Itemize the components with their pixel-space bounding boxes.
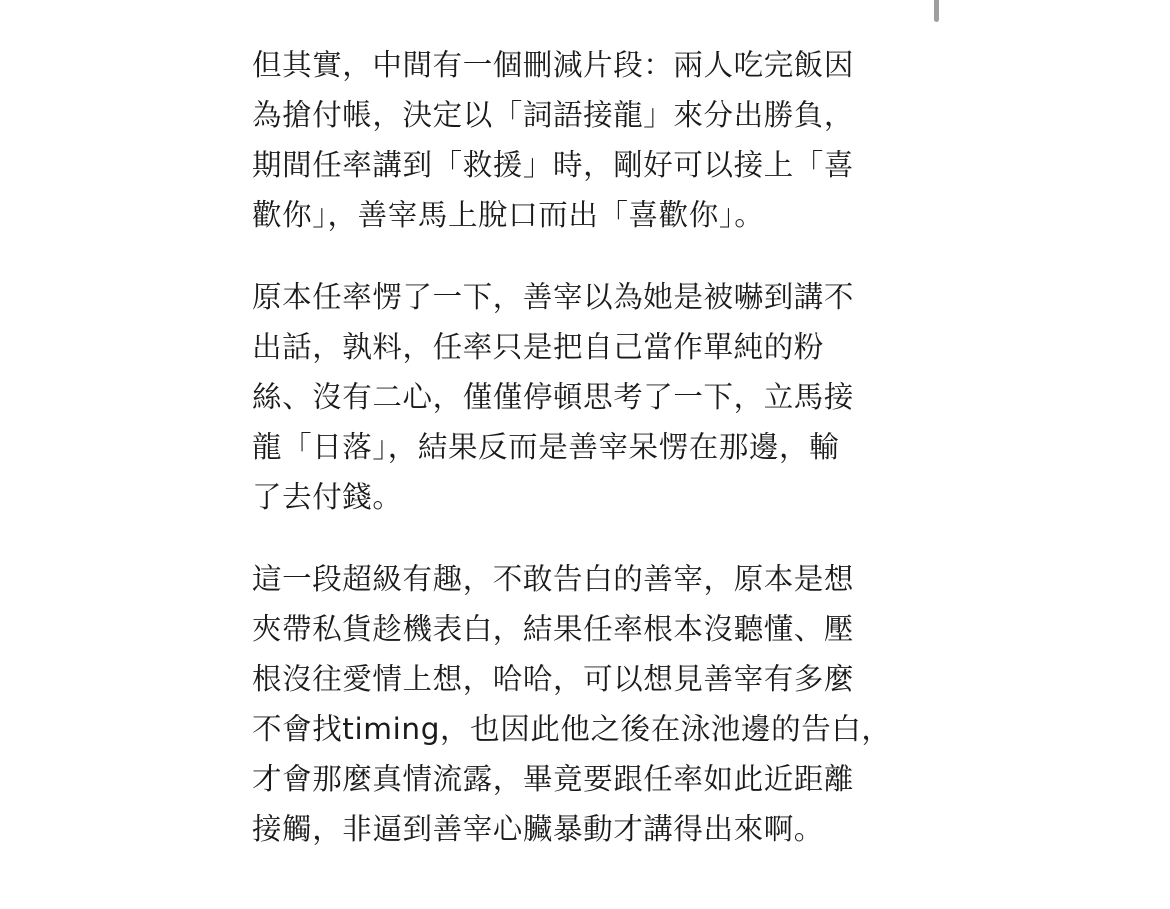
text-line: 根沒往愛情上想，哈哈，可以想見善宰有多麼 [252,662,855,696]
text-line: 這一段超級有趣，不敢告白的善宰，原本是想 [252,562,855,596]
text-line: 歡你」，善宰馬上脫口而出「喜歡你」。 [252,198,765,232]
text-line: 出話，孰料，任率只是把自己當作單純的粉 [252,330,824,364]
text-line: 不會找timing，也因此他之後在泳池邊的告白， [252,712,892,746]
text-line: 期間任率講到「救援」時，剛好可以接上「喜 [252,148,855,182]
paragraph-1 [252,40,912,240]
text-line: 了去付錢。 [252,480,403,514]
paragraph-3 [252,554,912,854]
text-line: 才會那麼真情流露，畢竟要跟任率如此近距離 [252,762,855,796]
scrollbar-thumb[interactable] [934,0,939,22]
text-line: 原本任率愣了一下，善宰以為她是被嚇到講不 [252,280,855,314]
paragraph-2 [252,272,912,522]
article-body [252,40,912,854]
text-line: 絲、沒有二心，僅僅停頓思考了一下，立馬接 [252,380,855,414]
text-line: 為搶付帳，決定以「詞語接龍」來分出勝負， [252,98,855,132]
text-line: 接觸，非逼到善宰心臟暴動才講得出來啊。 [252,812,824,846]
text-line: 龍「日落」，結果反而是善宰呆愣在那邊，輸 [252,430,840,464]
text-line: 但其實，中間有一個刪減片段：兩人吃完飯因 [252,48,855,82]
text-line: 夾帶私貨趁機表白，結果任率根本沒聽懂、壓 [252,612,855,646]
